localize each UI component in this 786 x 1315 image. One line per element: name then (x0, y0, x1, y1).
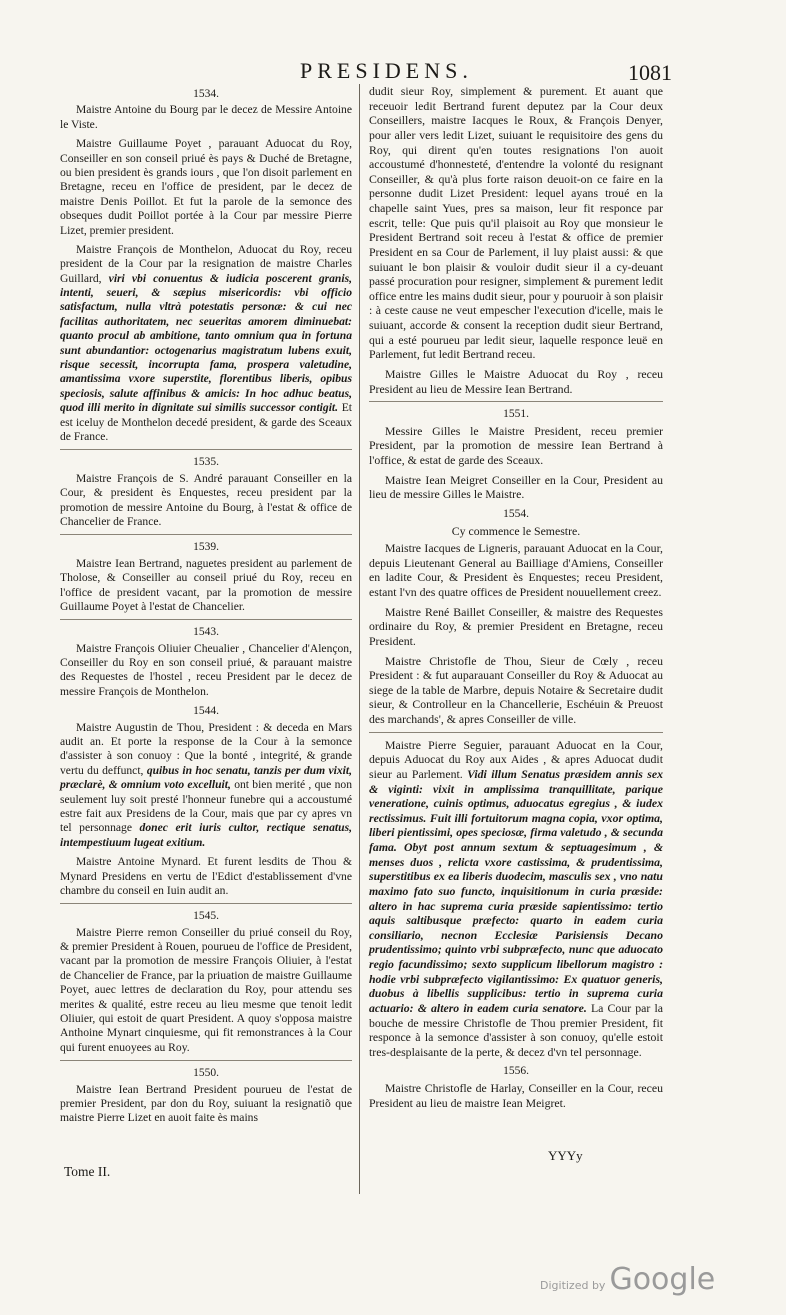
watermark-caption: Digitized by (540, 1279, 606, 1292)
semestre-heading: Cy commence le Semestre. (451, 523, 581, 538)
section-rule (60, 534, 352, 535)
year-heading: 1550. (193, 1067, 219, 1080)
year-heading: 1556. (503, 1065, 529, 1078)
latin-eulogy: quibus in hoc senatu, tanzis per dum vixit, præclarè, & omnium voto excelluit, (60, 763, 352, 792)
signature-mark: YYYy (548, 1148, 583, 1163)
year-heading: 1551. (503, 408, 529, 421)
latin-eulogy: donec erit iuris cultor, rectique senatus, intempestiuum lugeat exitium. (60, 821, 353, 849)
entry-seguier (369, 738, 663, 1060)
entry-text: Et est iceluy de Monthelon decedé president, & garde des Sceaux de France. (60, 401, 352, 443)
entry-du-bourg: Maistre Antoine du Bourg par le decez de Messire Antoine le Viste. (60, 103, 352, 131)
entry-harlay: Maistre Christofle de Harlay, Conseiller en la Cour, receu President au lieu de maistre Iean Meigret. (369, 1081, 663, 1110)
entry-monthelon (60, 243, 352, 444)
entry-bertrand: Maistre Iean Bertrand, naguetes president au parlement de Tholose, & Conseiller au conseil priué du Roy, receu en l'office de president vacant, par la promotion de messire Guillaume Poyet à l'estat de Chancelier. (60, 556, 352, 613)
entry-christofle-de-thou: Maistre Christofle de Thou, Sieur de Cœly , receu President : & fut auparauant Conseiller du Roy & Aduocat au siege de la table de Marbre, depuis Notaire & Secretaire dudit sieur, & Controlleur en la Chancellerie, Eschéuin & Preuost des marchands', & apres Conseiller de ville. (369, 653, 663, 726)
year-heading: 1554. (503, 507, 529, 520)
latin-eulogy: viri vbi conuentus & iudicia poscerent granis, intenti, seueri, & sæpius misericordis: vbi officio satisfactum, nulla vltrà potestatis personæ: & cui nec facilitas authoritatem, nec seueritas amorem diminuebat: quanto procul ab ambitione, tanto omnium qua in fortuna sunt abundantior: octogenarius magistratum lubens exuit, risque secessit, incorrupta fama, prospera valetudine, amantissima vxore superstite, florentibus liberis, opibus speciosis, salute affinibus & amicis: In hoc adhuc beatus, quod illi merito in dignitate sui similis successor contigit. (60, 271, 353, 415)
entry-text: Maistre François de Monthelon, Aduocat du Roy, receu president de la Cour par la resignation de maistre Charles Guillard, (60, 242, 352, 285)
right-column (369, 84, 663, 1115)
section-rule (60, 619, 352, 620)
entry-bertrand-premier: Maistre Iean Bertrand President pourueu de l'estat de premier President, par don du Roy, suiuant la resignatiõ que maistre Pierre Lizet en auoit faite ès mains (60, 1082, 352, 1125)
entry-lizet-continuation: dudit sieur Roy, simplement & purement. Et auant que receuoir ledit Bertrand furent deputez par la Cour deux Conseillers, maistre Iacques le Roux, & François Denyer, pour aller vers ledit Lizet, suiuant le requisitoire des gens du Roy, qui dirent qu'en toutes resignations l'on auoit accoustumé d'honnesteté, d'entendre la volonté du resignant Conseiller, & qu'à plus forte raison deuoit-on ce faire en la personne dudit Lizet President: lequel ayans troué en la chapelle saint Yues, pres sa maison, leur fit responce par escrit, telle: Que puis qu'il plaisoit au Roy que monsieur le President Bertrand soit receu à l'estat & office de premier President en sa Cour de Parlement, il luy plaist aussi: & que suiuant le bon plaisir & vouloir dudit sieur il a cy-deuant passé procuration pour resigner, simplement & purement ledit office entre les mains dudit sieur, pour y pouruoir à son plaisir : à ceste cause ne veut empescher l'execution d'icelle, mais le suiuant, accorde & consent la reception dudit sieur Bertrand, qui a esté pourueu par ledit sieur, laquelle responce leuë en Parlement, fut ledit Bertrand receu. (369, 84, 663, 362)
year-heading: 1545. (193, 910, 219, 923)
entry-poyet: Maistre Guillaume Poyet , parauant Aduocat du Roy, Conseiller en son conseil priué ès pays & Duché de Bretagne, ou bien president ès grands iours , que l'on disoit parlement en Bretagne, receu en l'office de president, par le decez de maistre Denis Poillot. Et fut la parole de la semonce des obseques dudit Poillot portée à la Cour par messire Pierre Lizet, premier president. (60, 137, 352, 237)
section-rule (60, 449, 352, 450)
section-rule (369, 732, 663, 733)
entry-gilles-le-maistre: Maistre Gilles le Maistre Aduocat du Roy , receu President au lieu de Messire Iean Bertrand. (369, 366, 663, 396)
digitization-watermark (540, 1262, 715, 1297)
watermark-logo: Google (609, 1262, 716, 1297)
page-number: 1081 (628, 60, 672, 85)
entry-text: Maistre Pierre Seguier, parauant Aduocat en la Cour, depuis Aduocat du Roy aux Aides , & apres Aduocat dudit sieur au Parlement. (369, 737, 663, 781)
section-rule (369, 401, 663, 402)
section-rule (60, 903, 352, 904)
year-heading: 1534. (193, 88, 219, 100)
running-head: PRESIDENS. (300, 58, 473, 83)
year-heading: 1535. (193, 456, 219, 469)
entry-text: Maistre Augustin de Thou, President : & deceda en Mars audit an. Et porte la response de la Cour à la semonce d'assister à son conuoy : Que la bonté , integrité, & grande vertu du deffunct, (60, 720, 352, 777)
entry-oliuier: Maistre François Oliuier Cheualier , Chancelier d'Alençon, Conseiller du Roy en son conseil priué, & parauant maistre des Requestes de l'hostel , receu President par le decez de messire François de Monthelon. (60, 641, 352, 698)
entry-ligneris: Maistre Iacques de Ligneris, parauant Aduocat en la Cour, depuis Lieutenant General au Bailliage d'Amiens, Conseiller en ladite Cour, & President ès Enquestes; receu President, estant l'vn des quatre offices de President nouuellement creez. (369, 541, 663, 599)
entry-meigret: Maistre Iean Meigret Conseiller en la Cour, President au lieu de messire Gilles le Maistre. (369, 472, 663, 502)
left-column (60, 84, 352, 1131)
column-divider (359, 84, 360, 1194)
year-heading: 1543. (193, 626, 219, 639)
entry-remon: Maistre Pierre remon Conseiller du priué conseil du Roy, & premier President à Rouen, pourueu de l'office de President, vacant par la promotion de messire François Oliuier, à l'estat de Chancelier de France, par la priuation de maistre Guillaume Poyet, auec lettres de declaration du Roy, pour attendu ses merites & qualité, estre receu au lieu mesme que tenoit ledit Oliuier, qui estoit de quart President. A quoy s'opposa maistre Anthoine Mynart cinquiesme, qui fit remonstrances à la Cour qui furent enuoyees au Roy. (60, 925, 352, 1054)
entry-text: La Cour par la bouche de messire Christofle de Thou premier President, fit responce à la semonce d'assister à son conuoy, qu'elle estoit tres-desplaisante de la perte, & decez d'vn tel personnage. (369, 1000, 663, 1059)
entry-baillet: Maistre René Baillet Conseiller, & maistre des Requestes ordinaire du Roy, & premier President en Bretagne, receu President. (369, 604, 663, 648)
year-heading: 1539. (193, 541, 219, 554)
volume-label: Tome II. (64, 1164, 111, 1179)
entry-saint-andre: Maistre François de S. André parauant Conseiller en la Cour, & president ès Enquestes, receu president par la promotion de messire Antoine du Bourg, à l'estat & office de Chancelier de France. (60, 471, 352, 528)
entry-de-thou (60, 721, 352, 851)
latin-eulogy: Vidi illum Senatus præsidem annis sex & viginti: vixit in amplissima tranquillitate, parique veneratione, cuinis optimus, aduocatus egregius , & iudex rectissimus. Fuit illi fortuitorum magna copia, vxor optima, liberi pientissimi, opes speciosæ, firma valetudo , & secunda fama. Obyt post annum sextum & septuagesimum , & menses duos , relicta vxore castissima, & prudentissima, superstitibus ex ea liberis duodecim, masculis sex , vno natu maximo fato suo functo, inquisitionum in curia præside: altero in hac suprema curia præside sapientissimo: tertio aquis saltibusque præfecto: quarto in eadem curia consiliario, necnon Ecclesiæ Parisiensis Decano prudentissimo; quinto vrbi subpræfecto, nunc que aduocato regio facundissimo; sexto supplicum libellorum magistro : hodie vrbi subpræfecto vigilantissimo: Ex quatuor generis, duobus à libellis supplicibus: tertio in suprema curia actuario: & altero in eadem curia senatore. (369, 766, 663, 1015)
year-heading: 1544. (193, 705, 219, 718)
entry-gilles-premier: Messire Gilles le Maistre President, receu premier President, par la promotion de messire Iean Bertrand à l'office, & estat de garde des Sceaux. (369, 423, 663, 467)
section-rule (60, 1060, 352, 1061)
entry-mynard: Maistre Antoine Mynard. Et furent lesdits de Thou & Mynard Presidens en vertu de l'Edict d'establissement d'vne chambre du conseil en Iuin audit an. (60, 855, 352, 897)
entry-text: ont bien merité , que non seulement luy soit presté l'honneur funebre qui a accoustumé estre fait aux Presidens de la Cour, mais que par cy apres vn tel personnage (60, 778, 352, 835)
